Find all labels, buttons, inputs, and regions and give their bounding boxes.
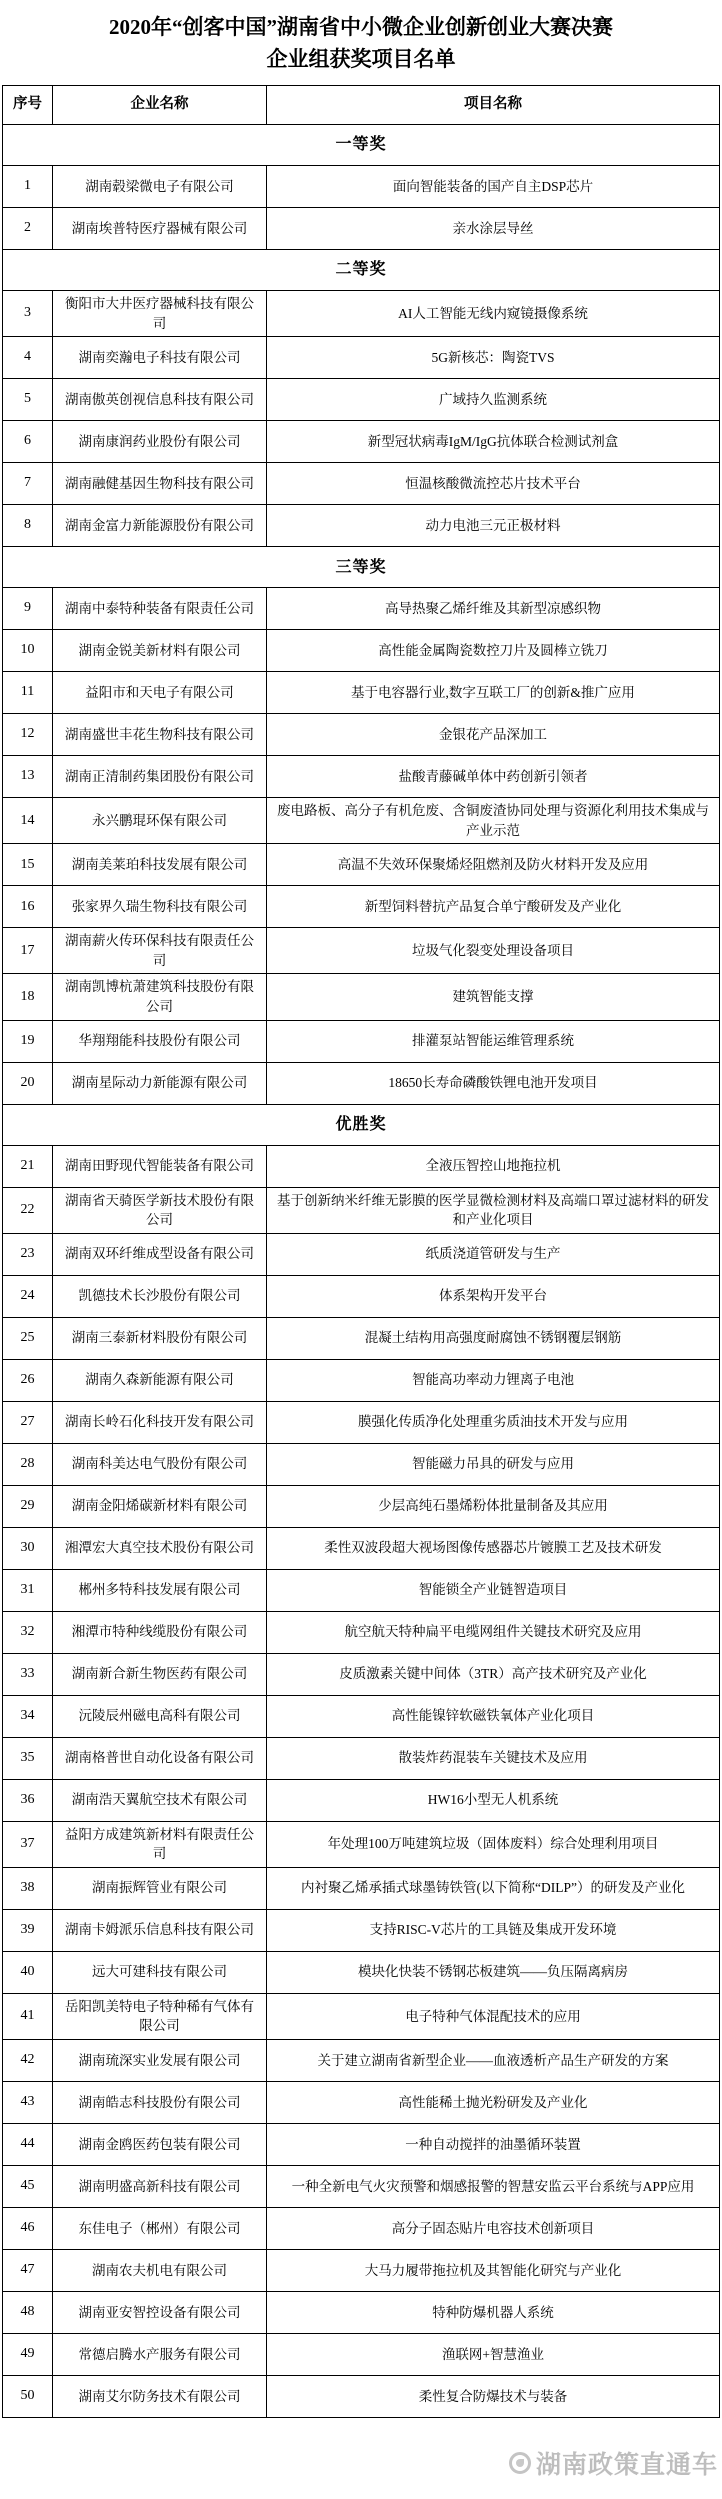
row-number-cell: 50 — [3, 2375, 53, 2417]
company-name-cell: 湖南美莱珀科技发展有限公司 — [53, 844, 267, 886]
row-number-cell: 26 — [3, 1359, 53, 1401]
row-number-cell: 42 — [3, 2039, 53, 2081]
row-number-cell: 39 — [3, 1909, 53, 1951]
table-row — [3, 1401, 720, 1443]
company-name-cell: 湖南金富力新能源股份有限公司 — [53, 505, 267, 547]
row-number-cell: 11 — [3, 672, 53, 714]
table-row — [3, 463, 720, 505]
table-row — [3, 2207, 720, 2249]
row-number-cell: 25 — [3, 1317, 53, 1359]
project-name-cell: 全液压智控山地拖拉机 — [267, 1145, 720, 1187]
table-row — [3, 1275, 720, 1317]
project-name-cell: 高温不失效环保聚烯烃阻燃剂及防火材料开发及应用 — [267, 844, 720, 886]
project-name-cell: 恒温核酸微流控芯片技术平台 — [267, 463, 720, 505]
row-number-cell: 20 — [3, 1062, 53, 1104]
company-name-cell: 湖南省天骑医学新技术股份有限公司 — [53, 1187, 267, 1233]
project-name-cell: HW16小型无人机系统 — [267, 1779, 720, 1821]
hunan-policy-express-logo-icon — [509, 2452, 531, 2474]
award-list-table — [2, 85, 720, 2418]
row-number-cell: 45 — [3, 2165, 53, 2207]
table-row — [3, 1909, 720, 1951]
project-name-cell: AI人工智能无线内窥镜摄像系统 — [267, 291, 720, 337]
project-name-cell: 智能高功率动力锂离子电池 — [267, 1359, 720, 1401]
project-name-cell: 模块化快装不锈钢芯板建筑——负压隔离病房 — [267, 1951, 720, 1993]
company-name-cell: 湖南亚安智控设备有限公司 — [53, 2291, 267, 2333]
company-name-cell: 岳阳凯美特电子特种稀有气体有限公司 — [53, 1993, 267, 2039]
project-name-cell: 年处理100万吨建筑垃圾（固体废料）综合处理利用项目 — [267, 1821, 720, 1867]
row-number-cell: 16 — [3, 886, 53, 928]
project-name-cell: 体系架构开发平台 — [267, 1275, 720, 1317]
company-name-cell: 湖南融健基因生物科技有限公司 — [53, 463, 267, 505]
project-name-cell: 垃圾气化裂变处理设备项目 — [267, 928, 720, 974]
company-name-cell: 常德启腾水产服务有限公司 — [53, 2333, 267, 2375]
row-number-cell: 10 — [3, 630, 53, 672]
table-row — [3, 1695, 720, 1737]
project-name-cell: 高导热聚乙烯纤维及其新型凉感织物 — [267, 588, 720, 630]
table-row — [3, 588, 720, 630]
project-name-cell: 皮质激素关键中间体（3TR）高产技术研究及产业化 — [267, 1653, 720, 1695]
project-name-cell: 智能磁力吊具的研发与应用 — [267, 1443, 720, 1485]
row-number-cell: 17 — [3, 928, 53, 974]
table-row — [3, 1737, 720, 1779]
award-table-body — [3, 125, 720, 2418]
table-row — [3, 1569, 720, 1611]
row-number-cell: 48 — [3, 2291, 53, 2333]
table-row — [3, 1611, 720, 1653]
row-number-cell: 43 — [3, 2081, 53, 2123]
project-name-cell: 大马力履带拖拉机及其智能化研究与产业化 — [267, 2249, 720, 2291]
company-name-cell: 湖南正清制药集团股份有限公司 — [53, 756, 267, 798]
company-name-cell: 衡阳市大井医疗器械科技有限公司 — [53, 291, 267, 337]
project-name-cell: 关于建立湖南省新型企业——血液透析产品生产研发的方案 — [267, 2039, 720, 2081]
project-name-cell: 金银花产品深加工 — [267, 714, 720, 756]
award-section-row — [3, 250, 720, 291]
company-name-cell: 湖南康润药业股份有限公司 — [53, 421, 267, 463]
company-name-cell: 湖南明盛高新科技有限公司 — [53, 2165, 267, 2207]
company-name-cell: 湖南星际动力新能源有限公司 — [53, 1062, 267, 1104]
company-name-cell: 湖南新合新生物医药有限公司 — [53, 1653, 267, 1695]
table-row — [3, 886, 720, 928]
company-name-cell: 湖南田野现代智能装备有限公司 — [53, 1145, 267, 1187]
row-number-cell: 40 — [3, 1951, 53, 1993]
company-name-cell: 东佳电子（郴州）有限公司 — [53, 2207, 267, 2249]
project-name-cell: 亲水涂层导丝 — [267, 208, 720, 250]
row-number-cell: 7 — [3, 463, 53, 505]
row-number-cell: 41 — [3, 1993, 53, 2039]
table-row — [3, 1993, 720, 2039]
row-number-cell: 2 — [3, 208, 53, 250]
company-name-cell: 益阳市和天电子有限公司 — [53, 672, 267, 714]
project-name-cell: 散装炸药混装车关键技术及应用 — [267, 1737, 720, 1779]
project-name-cell: 纸质浇道管研发与生产 — [267, 1233, 720, 1275]
project-name-cell: 18650长寿命磷酸铁锂电池开发项目 — [267, 1062, 720, 1104]
column-header-number: 序号 — [3, 86, 53, 125]
company-name-cell: 湖南金锐美新材料有限公司 — [53, 630, 267, 672]
company-name-cell: 远大可建科技有限公司 — [53, 1951, 267, 1993]
row-number-cell: 6 — [3, 421, 53, 463]
row-number-cell: 19 — [3, 1020, 53, 1062]
table-row — [3, 1527, 720, 1569]
row-number-cell: 14 — [3, 798, 53, 844]
row-number-cell: 44 — [3, 2123, 53, 2165]
company-name-cell: 湖南金鸥医药包装有限公司 — [53, 2123, 267, 2165]
project-name-cell: 航空航天特种扁平电缆网组件关键技术研究及应用 — [267, 1611, 720, 1653]
row-number-cell: 30 — [3, 1527, 53, 1569]
table-row — [3, 974, 720, 1020]
row-number-cell: 35 — [3, 1737, 53, 1779]
row-number-cell: 3 — [3, 291, 53, 337]
award-section-label: 优胜奖 — [3, 1104, 720, 1145]
company-name-cell: 湘潭市特种线缆股份有限公司 — [53, 1611, 267, 1653]
project-name-cell: 广域持久监测系统 — [267, 379, 720, 421]
company-name-cell: 永兴鹏琨环保有限公司 — [53, 798, 267, 844]
row-number-cell: 12 — [3, 714, 53, 756]
company-name-cell: 湖南浩天翼航空技术有限公司 — [53, 1779, 267, 1821]
project-name-cell: 智能锁全产业链智造项目 — [267, 1569, 720, 1611]
page-title-line2: 企业组获奖项目名单 — [266, 46, 456, 71]
company-name-cell: 湖南科美达电气股份有限公司 — [53, 1443, 267, 1485]
project-name-cell: 高性能镍锌软磁铁氧体产业化项目 — [267, 1695, 720, 1737]
company-name-cell: 郴州多特科技发展有限公司 — [53, 1569, 267, 1611]
project-name-cell: 废电路板、高分子有机危废、含铜废渣协同处理与资源化利用技术集成与产业示范 — [267, 798, 720, 844]
table-row — [3, 1485, 720, 1527]
project-name-cell: 高分子固态贴片电容技术创新项目 — [267, 2207, 720, 2249]
table-row — [3, 1951, 720, 1993]
row-number-cell: 13 — [3, 756, 53, 798]
column-header-company: 企业名称 — [53, 86, 267, 125]
company-name-cell: 湖南三泰新材料股份有限公司 — [53, 1317, 267, 1359]
row-number-cell: 15 — [3, 844, 53, 886]
row-number-cell: 28 — [3, 1443, 53, 1485]
row-number-cell: 21 — [3, 1145, 53, 1187]
page-title — [0, 0, 722, 79]
company-name-cell: 湖南埃普特医疗器械有限公司 — [53, 208, 267, 250]
row-number-cell: 27 — [3, 1401, 53, 1443]
row-number-cell: 31 — [3, 1569, 53, 1611]
table-row — [3, 337, 720, 379]
table-row — [3, 1653, 720, 1695]
row-number-cell: 8 — [3, 505, 53, 547]
column-header-project: 项目名称 — [267, 86, 720, 125]
company-name-cell: 凯德技术长沙股份有限公司 — [53, 1275, 267, 1317]
project-name-cell: 渔联网+智慧渔业 — [267, 2333, 720, 2375]
company-name-cell: 湖南长岭石化科技开发有限公司 — [53, 1401, 267, 1443]
table-row — [3, 1187, 720, 1233]
project-name-cell: 一种全新电气火灾预警和烟感报警的智慧安监云平台系统与APP应用 — [267, 2165, 720, 2207]
project-name-cell: 高性能稀土抛光粉研发及产业化 — [267, 2081, 720, 2123]
company-name-cell: 湖南卡姆派乐信息科技有限公司 — [53, 1909, 267, 1951]
row-number-cell: 36 — [3, 1779, 53, 1821]
row-number-cell: 46 — [3, 2207, 53, 2249]
award-section-row — [3, 1104, 720, 1145]
company-name-cell: 张家界久瑞生物科技有限公司 — [53, 886, 267, 928]
project-name-cell: 排灌泵站智能运维管理系统 — [267, 1020, 720, 1062]
table-row — [3, 672, 720, 714]
table-row — [3, 2081, 720, 2123]
project-name-cell: 5G新核芯：陶瓷TVS — [267, 337, 720, 379]
row-number-cell: 5 — [3, 379, 53, 421]
company-name-cell: 湘潭宏大真空技术股份有限公司 — [53, 1527, 267, 1569]
project-name-cell: 电子特种气体混配技术的应用 — [267, 1993, 720, 2039]
table-row — [3, 1779, 720, 1821]
company-name-cell: 湖南中泰特种装备有限责任公司 — [53, 588, 267, 630]
company-name-cell: 沅陵辰州磁电高科有限公司 — [53, 1695, 267, 1737]
page-title-line1: 2020年“创客中国”湖南省中小微企业创新创业大赛决赛 — [109, 15, 613, 39]
company-name-cell: 湖南盛世丰花生物科技有限公司 — [53, 714, 267, 756]
watermark — [509, 2445, 718, 2481]
table-row — [3, 1062, 720, 1104]
table-row — [3, 1233, 720, 1275]
row-number-cell: 49 — [3, 2333, 53, 2375]
row-number-cell: 29 — [3, 1485, 53, 1527]
project-name-cell: 基于创新纳米纤维无影膜的医学显微检测材料及高端口罩过滤材料的研发和产业化项目 — [267, 1187, 720, 1233]
project-name-cell: 面向智能装备的国产自主DSP芯片 — [267, 166, 720, 208]
project-name-cell: 混凝土结构用高强度耐腐蚀不锈钢覆层钢筋 — [267, 1317, 720, 1359]
watermark-text: 湖南政策直通车 — [535, 2452, 718, 2479]
company-name-cell: 湖南毂梁微电子有限公司 — [53, 166, 267, 208]
row-number-cell: 23 — [3, 1233, 53, 1275]
project-name-cell: 高性能金属陶瓷数控刀片及圆棒立铣刀 — [267, 630, 720, 672]
row-number-cell: 33 — [3, 1653, 53, 1695]
table-row — [3, 756, 720, 798]
table-header — [3, 86, 720, 125]
project-name-cell: 盐酸青藤碱单体中药创新引领者 — [267, 756, 720, 798]
table-row — [3, 379, 720, 421]
company-name-cell: 湖南傲英创视信息科技有限公司 — [53, 379, 267, 421]
award-section-label: 三等奖 — [3, 547, 720, 588]
row-number-cell: 1 — [3, 166, 53, 208]
table-row — [3, 1821, 720, 1867]
company-name-cell: 湖南艾尔防务技术有限公司 — [53, 2375, 267, 2417]
row-number-cell: 32 — [3, 1611, 53, 1653]
company-name-cell: 湖南金阳烯碳新材料有限公司 — [53, 1485, 267, 1527]
award-section-label: 一等奖 — [3, 125, 720, 166]
row-number-cell: 18 — [3, 974, 53, 1020]
company-name-cell: 湖南凯博杭萧建筑科技股份有限公司 — [53, 974, 267, 1020]
table-row — [3, 208, 720, 250]
row-number-cell: 34 — [3, 1695, 53, 1737]
table-row — [3, 421, 720, 463]
table-row — [3, 166, 720, 208]
project-name-cell: 新型饲料替抗产品复合单宁酸研发及产业化 — [267, 886, 720, 928]
project-name-cell: 柔性双波段超大视场图像传感器芯片镀膜工艺及技术研发 — [267, 1527, 720, 1569]
project-name-cell: 少层高纯石墨烯粉体批量制备及其应用 — [267, 1485, 720, 1527]
project-name-cell: 基于电容器行业,数字互联工厂的创新&推广应用 — [267, 672, 720, 714]
table-row — [3, 1317, 720, 1359]
company-name-cell: 湖南薪火传环保科技有限责任公司 — [53, 928, 267, 974]
row-number-cell: 22 — [3, 1187, 53, 1233]
row-number-cell: 47 — [3, 2249, 53, 2291]
company-name-cell: 湖南久森新能源有限公司 — [53, 1359, 267, 1401]
table-row — [3, 2039, 720, 2081]
project-name-cell: 膜强化传质净化处理重劣质油技术开发与应用 — [267, 1401, 720, 1443]
company-name-cell: 湖南奕瀚电子科技有限公司 — [53, 337, 267, 379]
table-row — [3, 1443, 720, 1485]
table-row — [3, 2123, 720, 2165]
project-name-cell: 内衬聚乙烯承插式球墨铸铁管(以下简称“DILP”）的研发及产业化 — [267, 1867, 720, 1909]
company-name-cell: 湖南格普世自动化设备有限公司 — [53, 1737, 267, 1779]
table-row — [3, 505, 720, 547]
table-row — [3, 844, 720, 886]
project-name-cell: 柔性复合防爆技术与装备 — [267, 2375, 720, 2417]
company-name-cell: 湖南皓志科技股份有限公司 — [53, 2081, 267, 2123]
project-name-cell: 支持RISC-V芯片的工具链及集成开发环境 — [267, 1909, 720, 1951]
company-name-cell: 益阳方成建筑新材料有限责任公司 — [53, 1821, 267, 1867]
company-name-cell: 湖南琉深实业发展有限公司 — [53, 2039, 267, 2081]
award-section-row — [3, 547, 720, 588]
project-name-cell: 特种防爆机器人系统 — [267, 2291, 720, 2333]
table-row — [3, 1867, 720, 1909]
table-row — [3, 928, 720, 974]
table-row — [3, 1020, 720, 1062]
project-name-cell: 新型冠状病毒IgM/IgG抗体联合检测试剂盒 — [267, 421, 720, 463]
row-number-cell: 38 — [3, 1867, 53, 1909]
project-name-cell: 一种自动搅拌的油墨循环装置 — [267, 2123, 720, 2165]
company-name-cell: 湖南双环纤维成型设备有限公司 — [53, 1233, 267, 1275]
table-row — [3, 1359, 720, 1401]
table-row — [3, 798, 720, 844]
row-number-cell: 24 — [3, 1275, 53, 1317]
table-header-row — [3, 86, 720, 125]
row-number-cell: 37 — [3, 1821, 53, 1867]
project-name-cell: 建筑智能支撑 — [267, 974, 720, 1020]
award-section-label: 二等奖 — [3, 250, 720, 291]
company-name-cell: 湖南振辉管业有限公司 — [53, 1867, 267, 1909]
table-row — [3, 1145, 720, 1187]
row-number-cell: 9 — [3, 588, 53, 630]
table-row — [3, 2249, 720, 2291]
row-number-cell: 4 — [3, 337, 53, 379]
table-row — [3, 2333, 720, 2375]
table-row — [3, 630, 720, 672]
table-row — [3, 2165, 720, 2207]
table-row — [3, 2375, 720, 2417]
award-section-row — [3, 125, 720, 166]
table-row — [3, 291, 720, 337]
table-row — [3, 2291, 720, 2333]
project-name-cell: 动力电池三元正极材料 — [267, 505, 720, 547]
table-row — [3, 714, 720, 756]
company-name-cell: 华翔翔能科技股份有限公司 — [53, 1020, 267, 1062]
company-name-cell: 湖南农夫机电有限公司 — [53, 2249, 267, 2291]
